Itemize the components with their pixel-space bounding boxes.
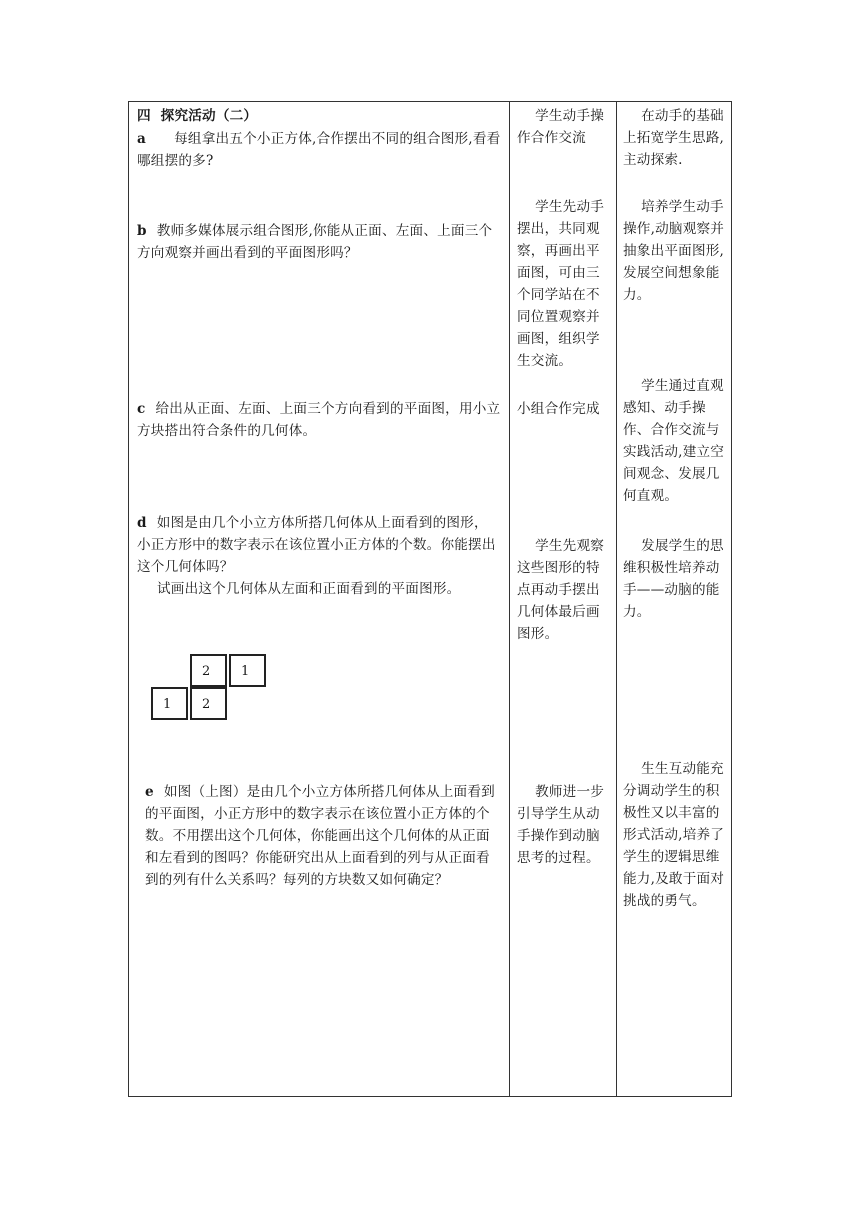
grid-cell: 2 (190, 654, 227, 687)
activity-a-intent: 在动手的基础上拓宽学生思路,主动探索. (623, 108, 725, 168)
grid-cell: 2 (190, 687, 227, 720)
activity-d-task: 试画出这个几何体从左面和正面看到的平面图形。 (157, 581, 461, 597)
activity-b-student: 学生先动手摆出，共同观察，再画出平面图，可由三个同学站在不同位置观察并画图，组织学生交流。 (517, 199, 605, 369)
activity-d-body: 如图是由几个小立方体所搭几何体从上面看到的图形，小正方形中的数字表示在该位置小正方体的个数。你能摆出这个几何体吗？ (137, 515, 496, 575)
activity-c-student: 小组合作完成 (517, 401, 600, 417)
activity-d-intent: 发展学生的思维积极性培养动手——动脑的能力。 (623, 538, 724, 620)
activity-c-body: 给出从正面、左面、上面三个方向看到的平面图，用小立方块搭出符合条件的几何体。 (137, 401, 501, 439)
activity-d-text (137, 512, 501, 578)
activity-a-body: 每组拿出五个小正方体,合作摆出不同的组合图形,看看哪组摆的多? (137, 131, 501, 169)
column-divider (616, 102, 617, 1096)
activity-c-text (137, 398, 501, 442)
activity-e-intent: 生生互动能充分调动学生的积极性又以丰富的形式活动,培养了学生的逻辑思维能力,及敢于面对挑战的勇气。 (623, 761, 725, 909)
activity-a-label: a (137, 131, 147, 147)
activity-d-label: d (137, 515, 147, 531)
activity-b-intent: 培养学生动手操作,动脑观察并抽象出平面图形,发展空间想象能力。 (623, 199, 725, 303)
grid-cell: 1 (229, 654, 266, 687)
activity-a-text (137, 128, 501, 172)
grid-cell: 1 (151, 687, 188, 720)
activity-e-body: 如图（上图）是由几个小立方体所搭几何体从上面看到的平面图，小正方形中的数字表示在该位置小正方体的个数。不用摆出这个几何体，你能画出这个几何体的从正面和左看到的图吗？你能研究出从上面看到的列与从正面看到的列有什么关系吗？每列的方块数又如何确定？ (145, 784, 495, 888)
column-divider (509, 102, 510, 1096)
activity-a-student: 学生动手操作合作交流 (517, 108, 605, 146)
activity-c-intent: 学生通过直观感知、动手操作、合作交流与实践活动,建立空间观念、发展几何直观。 (623, 378, 725, 504)
activity-e-student: 教师进一步引导学生从动手操作到动脑思考的过程。 (517, 784, 605, 866)
section-heading: 四 探究活动（二） (137, 108, 258, 124)
activity-b-body: 教师多媒体展示组合图形,你能从正面、左面、上面三个方向观察并画出看到的平面图形吗？ (137, 223, 493, 261)
activity-b-label: b (137, 223, 147, 239)
lesson-table (128, 101, 732, 1097)
top-view-figure (151, 654, 271, 726)
activity-e-text (145, 781, 503, 891)
activity-e-label: e (145, 784, 154, 800)
activity-d-student: 学生先观察这些图形的特点再动手摆出几何体最后画图形。 (517, 538, 605, 642)
activity-c-label: c (137, 401, 146, 417)
activity-b-text (137, 220, 501, 264)
